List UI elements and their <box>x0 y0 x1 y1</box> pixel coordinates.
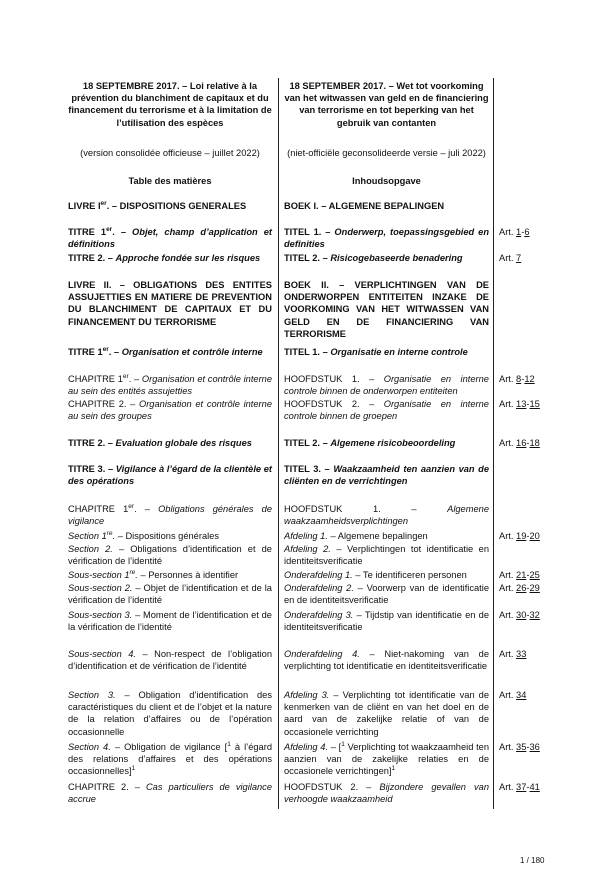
nl-toc-entry: BOEK II. – VERPLICHTINGEN VAN DE ONDERWORPEN ENTITEITEN INZAKE DE VOORKOMING VAN HET WITWASSEN VAN GELD EN DE FINANCIERING VAN TERRORISME <box>284 280 489 339</box>
article-link[interactable]: 6 <box>524 227 530 237</box>
article-range: Art. 34 <box>499 690 527 700</box>
nl-toc-entry: HOOFDSTUK 1. – Algemene waakzaamheidsverplichtingen <box>284 504 489 527</box>
article-link[interactable]: 37 <box>516 782 527 792</box>
nl-version-note: (niet-officiële geconsolideerde versie – juli 2022) <box>287 148 486 158</box>
column-divider-right <box>493 78 494 809</box>
nl-toc-entry: BOEK I. – ALGEMENE BEPALINGEN <box>284 201 445 211</box>
fr-toc-entry: CHAPITRE 2. – Cas particuliers de vigilance accrue <box>68 782 272 805</box>
article-range: Art. 16-18 <box>499 438 540 448</box>
nl-toc-entry: TITEL 1. – Onderwerp, toepassingsgebied en definities <box>284 227 490 250</box>
article-link[interactable]: 19 <box>516 531 527 541</box>
article-range: Art. 37-41 <box>499 782 540 792</box>
article-range: Art. 26-29 <box>499 583 540 593</box>
article-range: Art. 13-15 <box>499 399 540 409</box>
nl-toc-entry: Afdeling 1. – Algemene bepalingen <box>284 531 428 541</box>
article-link[interactable]: 32 <box>529 610 540 620</box>
nl-toc-entry: Afdeling 2. – Verplichtingen tot identificatie en identiteitsverificatie <box>284 544 490 567</box>
article-link[interactable]: 33 <box>516 649 527 659</box>
nl-toc-entry: Onderafdeling 3. – Tijdstip van identificatie en de identiteitsverificatie <box>284 610 489 633</box>
fr-toc-entry: Section 1re. – Dispositions générales <box>68 529 220 541</box>
fr-toc-entry: Sous-section 2. – Objet de l’identification et de la vérification de l’identité <box>68 583 272 606</box>
fr-toc-entry: Sous-section 1re. – Personnes à identifier <box>68 568 239 580</box>
fr-toc-entry: TITRE 2. – Evaluation globale des risques <box>68 438 252 448</box>
fr-toc-entry: LIVRE Ier. – DISPOSITIONS GENERALES <box>68 199 247 211</box>
article-link[interactable]: 18 <box>529 438 540 448</box>
article-range: Art. 35-36 <box>499 742 540 752</box>
fr-toc-entry: LIVRE II. – OBLIGATIONS DES ENTITES ASSUJETTIES EN MATIERE DE PREVENTION DU BLANCHIMENT DE CAPITAUX ET DU FINANCEMENT DU TERRORISME <box>68 280 272 327</box>
nl-document-title: 18 SEPTEMBER 2017. – Wet tot voorkoming van het witwassen van geld en de financiering van terrorisme en tot beperking van het gebruik van contanten <box>284 81 489 128</box>
fr-toc-heading: Table des matières <box>128 176 212 186</box>
nl-toc-heading: Inhoudsopgave <box>352 176 421 186</box>
article-link[interactable]: 16 <box>516 438 527 448</box>
article-range: Art. 7 <box>499 253 522 263</box>
article-range: Art. 30-32 <box>499 610 540 620</box>
article-range: Art. 33 <box>499 649 527 659</box>
article-link[interactable]: 20 <box>529 531 540 541</box>
fr-toc-entry: CHAPITRE 2. – Organisation et contrôle interne au sein des groupes <box>68 399 272 422</box>
fr-toc-entry: Sous-section 3. – Moment de l’identification et de la vérification de l’identité <box>68 610 272 633</box>
fr-toc-entry: TITRE 1er. – Organisation et contrôle interne <box>68 345 263 357</box>
fr-toc-entry: CHAPITRE 1er. – Obligations générales de vigilance <box>68 502 272 527</box>
page-number: 1 / 180 <box>520 856 545 865</box>
nl-toc-entry: TITEL 1. – Organisatie en interne controle <box>284 347 468 357</box>
article-link[interactable]: 15 <box>529 399 540 409</box>
article-link[interactable]: 1 <box>516 227 522 237</box>
fr-toc-entry: Sous-section 4. – Non-respect de l’obligation d’identification et de vérification de l’identité <box>68 649 272 672</box>
article-link[interactable]: 21 <box>516 570 527 580</box>
article-link[interactable]: 34 <box>516 690 527 700</box>
nl-toc-entry: TITEL 2. – Algemene risicobeoordeling <box>284 438 456 448</box>
fr-toc-entry: TITRE 1er. – Objet, champ d’application et définitions <box>68 225 273 250</box>
nl-toc-entry: Onderafdeling 4. – Niet-nakoming van de verplichting tot identificatie en identiteitsverificatie <box>284 649 489 672</box>
nl-toc-entry: TITEL 3. – Waakzaamheid ten aanzien van de cliënten en de verrichtingen <box>284 464 490 487</box>
nl-toc-entry: HOOFDSTUK 2. – Organisatie en interne controle binnen de groepen <box>284 399 489 422</box>
nl-toc-entry: Afdeling 4. – [$^1$ Verplichting tot waakzaamheid ten aanzien van de zakelijke relaties en de occasionele verrichtingen]$^1$ <box>284 740 490 777</box>
article-link[interactable]: 26 <box>516 583 527 593</box>
nl-toc-entry: HOOFDSTUK 2. – Bijzondere gevallen van verhoogde waakzaamheid <box>284 782 490 805</box>
nl-toc-entry: TITEL 2. – Risicogebaseerde benadering <box>284 253 463 263</box>
article-range: Art. 21-25 <box>499 570 540 580</box>
article-link[interactable]: 41 <box>529 782 540 792</box>
article-link[interactable]: 8 <box>516 374 522 384</box>
fr-document-title: 18 SEPTEMBRE 2017. – Loi relative à la prévention du blanchiment de capitaux et du financement du terrorisme et à la limitation de l’utilisation des espèces <box>68 81 272 128</box>
article-link[interactable]: 30 <box>516 610 527 620</box>
article-range: Art. 1-6 <box>499 227 530 237</box>
nl-toc-entry: Onderafdeling 2. – Voorwerp van de identificatie en de identiteitsverificatie <box>284 583 489 606</box>
fr-toc-entry: TITRE 2. – Approche fondée sur les risques <box>68 253 261 263</box>
fr-toc-entry: Section 3. – Obligation d’identification des caractéristiques du client et de l’objet et la nature de la relation d’affaires ou de l’opération occasionnelle <box>68 690 272 737</box>
article-link[interactable]: 12 <box>524 374 535 384</box>
nl-toc-entry: Onderafdeling 1. – Te identificeren personen <box>284 570 467 580</box>
nl-toc-entry: Afdeling 3. – Verplichting tot identificatie van de kenmerken van de cliënt en van het doel en de aard van de zakelijke relatie of van de occasionele verrichting <box>284 690 489 737</box>
fr-toc-entry: Section 4. – Obligation de vigilance [$^1$ à l’égard des relations d’affaires et des opérations occasionnelles]$^1$ <box>68 740 272 777</box>
column-divider-left <box>278 78 279 809</box>
fr-toc-entry: Section 2. – Obligations d’identification et de vérification de l’identité <box>68 544 272 567</box>
fr-toc-entry: TITRE 3. – Vigilance à l’égard de la clientèle et des opérations <box>68 464 273 487</box>
article-link[interactable]: 35 <box>516 742 527 752</box>
article-range: Art. 19-20 <box>499 531 540 541</box>
article-link[interactable]: 13 <box>516 399 527 409</box>
article-link[interactable]: 7 <box>516 253 522 263</box>
article-range: Art. 8-12 <box>499 374 535 384</box>
fr-version-note: (version consolidée officieuse – juillet 2022) <box>80 148 260 158</box>
nl-toc-entry: HOOFDSTUK 1. – Organisatie en interne controle binnen de onderworpen entiteiten <box>284 374 489 397</box>
article-link[interactable]: 29 <box>529 583 540 593</box>
article-link[interactable]: 25 <box>529 570 540 580</box>
fr-toc-entry: CHAPITRE 1er. – Organisation et contrôle interne au sein des entités assujetties <box>68 372 273 397</box>
article-link[interactable]: 36 <box>529 742 540 752</box>
